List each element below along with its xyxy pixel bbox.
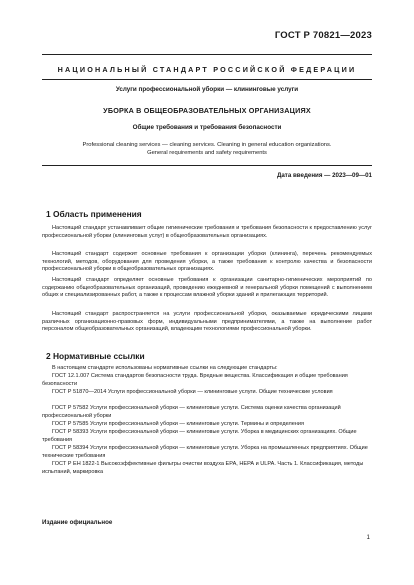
reference-item: ГОСТ Р 58394 Услуги профессиональной уборки — клининговые услуги. Уборка на промышленных предприятиях. Общие технические требования (42, 445, 368, 459)
section-2-intro: В настоящем стандарте использованы нормативные ссылки на следующие стандарты: (52, 365, 278, 371)
reference-item: ГОСТ Р 58393 Услуги профессиональной уборки — клининговые услуги. Уборка в медицинских организациях. Общие требования (42, 429, 357, 443)
national-standard-banner: НАЦИОНАЛЬНЫЙ СТАНДАРТ РОССИЙСКОЙ ФЕДЕРАЦИИ (57, 65, 357, 74)
section-2-heading: 2 Нормативные ссылки (46, 351, 145, 361)
reference-item: ГОСТ Р ЕН 1822-1 Высокоэффективные фильтры очистки воздуха ЕРА, НЕРА и ULPA. Часть 1. Классификация, методы испытаний, маркировка (42, 461, 364, 475)
title-main: УБОРКА В ОБЩЕОБРАЗОВАТЕЛЬНЫХ ОРГАНИЗАЦИЯХ (103, 106, 311, 115)
section-1-paragraph-4: Настоящий стандарт распространяется на услуги профессиональной уборки, оказываемые юридическими лицами различных организационно-правовых форм, индивидуальными предпринимателями, а также на выполнение работ персоналом общеобразовательных организаций, владеющим технологиями профессиональной уборки. (42, 311, 372, 333)
section-1-paragraph-2: Настоящий стандарт содержит основные требования к организации уборки (клининга), перечень рекомендуемых технологий, методов, оборудования для проведения уборки, а также требования к контролю качества и безопасности профессиональной уборки в общеобразовательных организациях. (42, 251, 372, 273)
document-number: ГОСТ Р 70821—2023 (274, 30, 372, 41)
header-rule-top (42, 54, 372, 55)
title-english-line-1: Professional cleaning services — cleaning services. Cleaning in general education organizations. (82, 142, 332, 148)
reference-item: ГОСТ Р 51870—2014 Услуги профессиональной уборки — клининговые услуги. Общие технические условия (52, 389, 333, 395)
reference-item: ГОСТ Р 57585 Услуги профессиональной уборки — клининговые услуги. Термины и определения (52, 421, 304, 427)
title-english (42, 141, 372, 157)
official-edition-label: Издание официальное (42, 519, 113, 526)
title-subtitle: Общие требования и требования безопасности (132, 124, 282, 131)
introduction-date: Дата введения — 2023—09—01 (276, 172, 372, 179)
header-rule-bottom (42, 79, 372, 80)
section-1-paragraph-1: Настоящий стандарт устанавливает общие гигиенические требования и требования безопасности к предоставлению услуг профессиональной уборки (клининговых услуг) в общеобразовательных организациях. (42, 225, 372, 239)
title-english-line-2: General requirements and safety requirements (147, 150, 267, 156)
section-1-paragraph-3: Настоящий стандарт определяет основные требования к организации санитарно-гигиенических мероприятий по содержанию общеобразовательных организаций, проведению ежедневной и генеральной уборки помещений с выполнением общих и специализированных работ, а также к процессам влажной уборки зданий и прилегающих территорий. (42, 277, 372, 299)
title-rule (42, 165, 372, 166)
title-subject: Услуги профессиональной уборки — клининговые услуги (115, 86, 299, 93)
reference-item: ГОСТ Р 57582 Услуги профессиональной уборки — клининговые услуги. Система оценки качества организаций профессиональной уборки (42, 405, 341, 419)
reference-item: ГОСТ 12.1.007 Система стандартов безопасности труда. Вредные вещества. Классификация и общие требования безопасности (42, 373, 348, 387)
section-1-heading: 1 Область применения (46, 209, 142, 219)
page-number: 1 (366, 534, 370, 541)
